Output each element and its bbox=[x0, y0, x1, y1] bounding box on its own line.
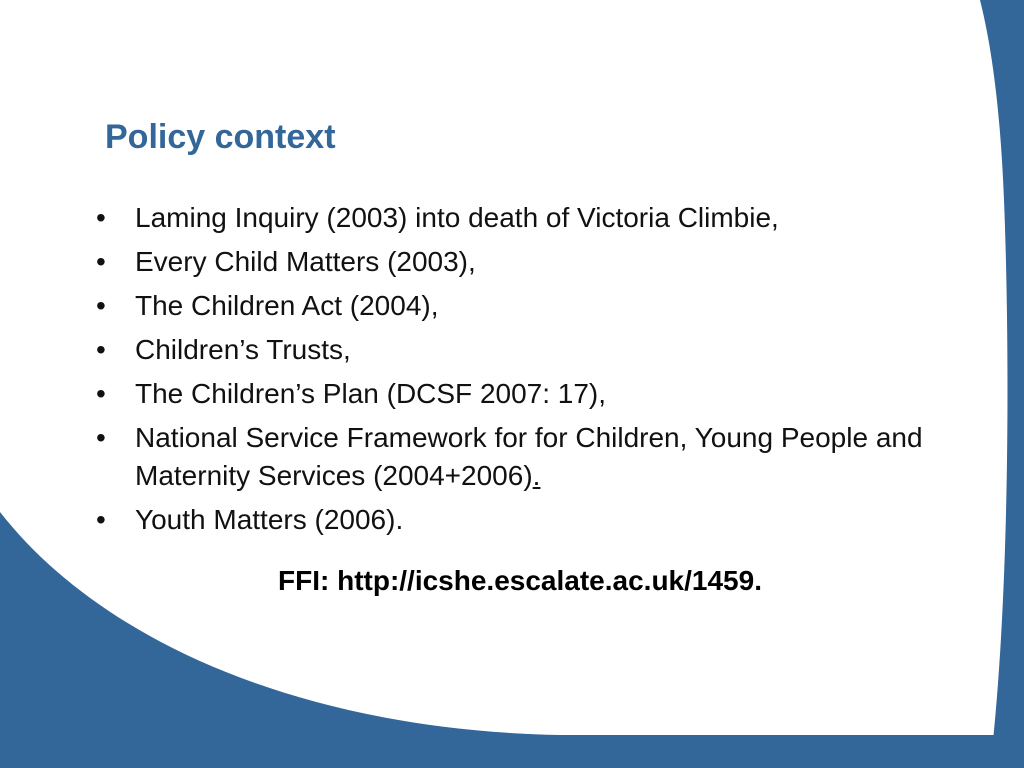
bullet-text: Children’s Trusts, bbox=[135, 334, 351, 365]
bullet-national-service-framework bbox=[96, 419, 936, 495]
bullet-text: The Children Act (2004), bbox=[135, 290, 439, 321]
bullet-text: Youth Matters (2006). bbox=[135, 504, 404, 535]
slide-title: Policy context bbox=[105, 118, 336, 156]
policy-bullet-list bbox=[96, 199, 936, 545]
bullet-text: Laming Inquiry (2003) into death of Victoria Climbie, bbox=[135, 202, 779, 233]
bullet-marker: • bbox=[96, 378, 106, 409]
bottom-left-curve bbox=[0, 512, 1024, 768]
bullet-text: Every Child Matters (2003), bbox=[135, 246, 476, 277]
ffi-link-text: FFI: http://icshe.escalate.ac.uk/1459. bbox=[278, 565, 762, 596]
bullet-marker: • bbox=[96, 334, 106, 365]
bullet-marker: • bbox=[96, 290, 106, 321]
bullet-laming-inquiry bbox=[96, 199, 936, 237]
bullet-marker: • bbox=[96, 504, 106, 535]
underlined-period: . bbox=[532, 460, 541, 491]
bullet-text: The Children’s Plan (DCSF 2007: 17), bbox=[135, 378, 607, 409]
bullet-childrens-trusts bbox=[96, 331, 936, 369]
bullet-marker: • bbox=[96, 422, 106, 453]
bullet-marker: • bbox=[96, 246, 106, 277]
right-edge-band bbox=[980, 0, 1024, 768]
bullet-childrens-plan bbox=[96, 375, 936, 413]
bullet-youth-matters bbox=[96, 501, 936, 539]
bullet-children-act bbox=[96, 287, 936, 325]
bullet-every-child-matters bbox=[96, 243, 936, 281]
bullet-marker: • bbox=[96, 202, 106, 233]
bullet-text: National Service Framework for for Children, Young People and Maternity Services (2004+2006) bbox=[135, 422, 923, 491]
